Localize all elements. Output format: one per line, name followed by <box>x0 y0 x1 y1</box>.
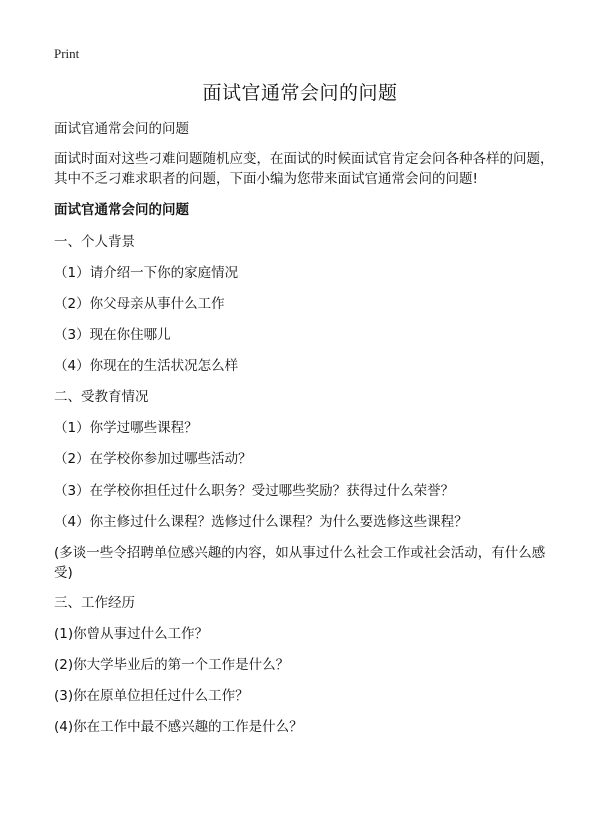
intro-paragraph: 面试时面对这些刁难问题随机应变，在面试的时候面试官肯定会问各种各样的问题，其中不乏刁难求职者的问题，下面小编为您带来面试官通常会问的问题! <box>54 151 554 187</box>
subtitle: 面试官通常会问的问题 <box>54 121 189 137</box>
page-title: 面试官通常会问的问题 <box>202 82 398 104</box>
education-heading: 二、受教育情况 <box>54 389 149 405</box>
list-item: (1)你曾从事过什么工作？ <box>54 626 209 642</box>
print-link[interactable]: Print <box>54 46 80 61</box>
list-item: （2）你父母亲从事什么工作 <box>54 296 225 312</box>
work-heading: 三、工作经历 <box>54 595 135 611</box>
list-item: （4）你主修过什么课程？选修过什么课程？为什么要选修这些课程？ <box>54 514 468 530</box>
list-item: （3）现在你住哪儿 <box>54 327 171 343</box>
list-item: （2）在学校你参加过哪些活动？ <box>54 451 252 467</box>
list-item: （3）在学校你担任过什么职务？受过哪些奖励？获得过什么荣誉？ <box>54 483 455 499</box>
list-item: (3)你在原单位担任过什么工作？ <box>54 688 249 704</box>
education-note: (多谈一些令招聘单位感兴趣的内容，如从事过什么社会工作或社会活动，有什么感受) <box>54 545 546 581</box>
list-item: （1）请介绍一下你的家庭情况 <box>54 265 239 281</box>
list-item: (2)你大学毕业后的第一个工作是什么？ <box>54 657 290 673</box>
personal-heading: 一、个人背景 <box>54 234 135 250</box>
section-heading: 面试官通常会问的问题 <box>54 202 189 218</box>
list-item: （4）你现在的生活状况怎么样 <box>54 358 239 374</box>
list-item: （1）你学过哪些课程？ <box>54 420 198 436</box>
list-item: (4)你在工作中最不感兴趣的工作是什么？ <box>54 719 303 735</box>
